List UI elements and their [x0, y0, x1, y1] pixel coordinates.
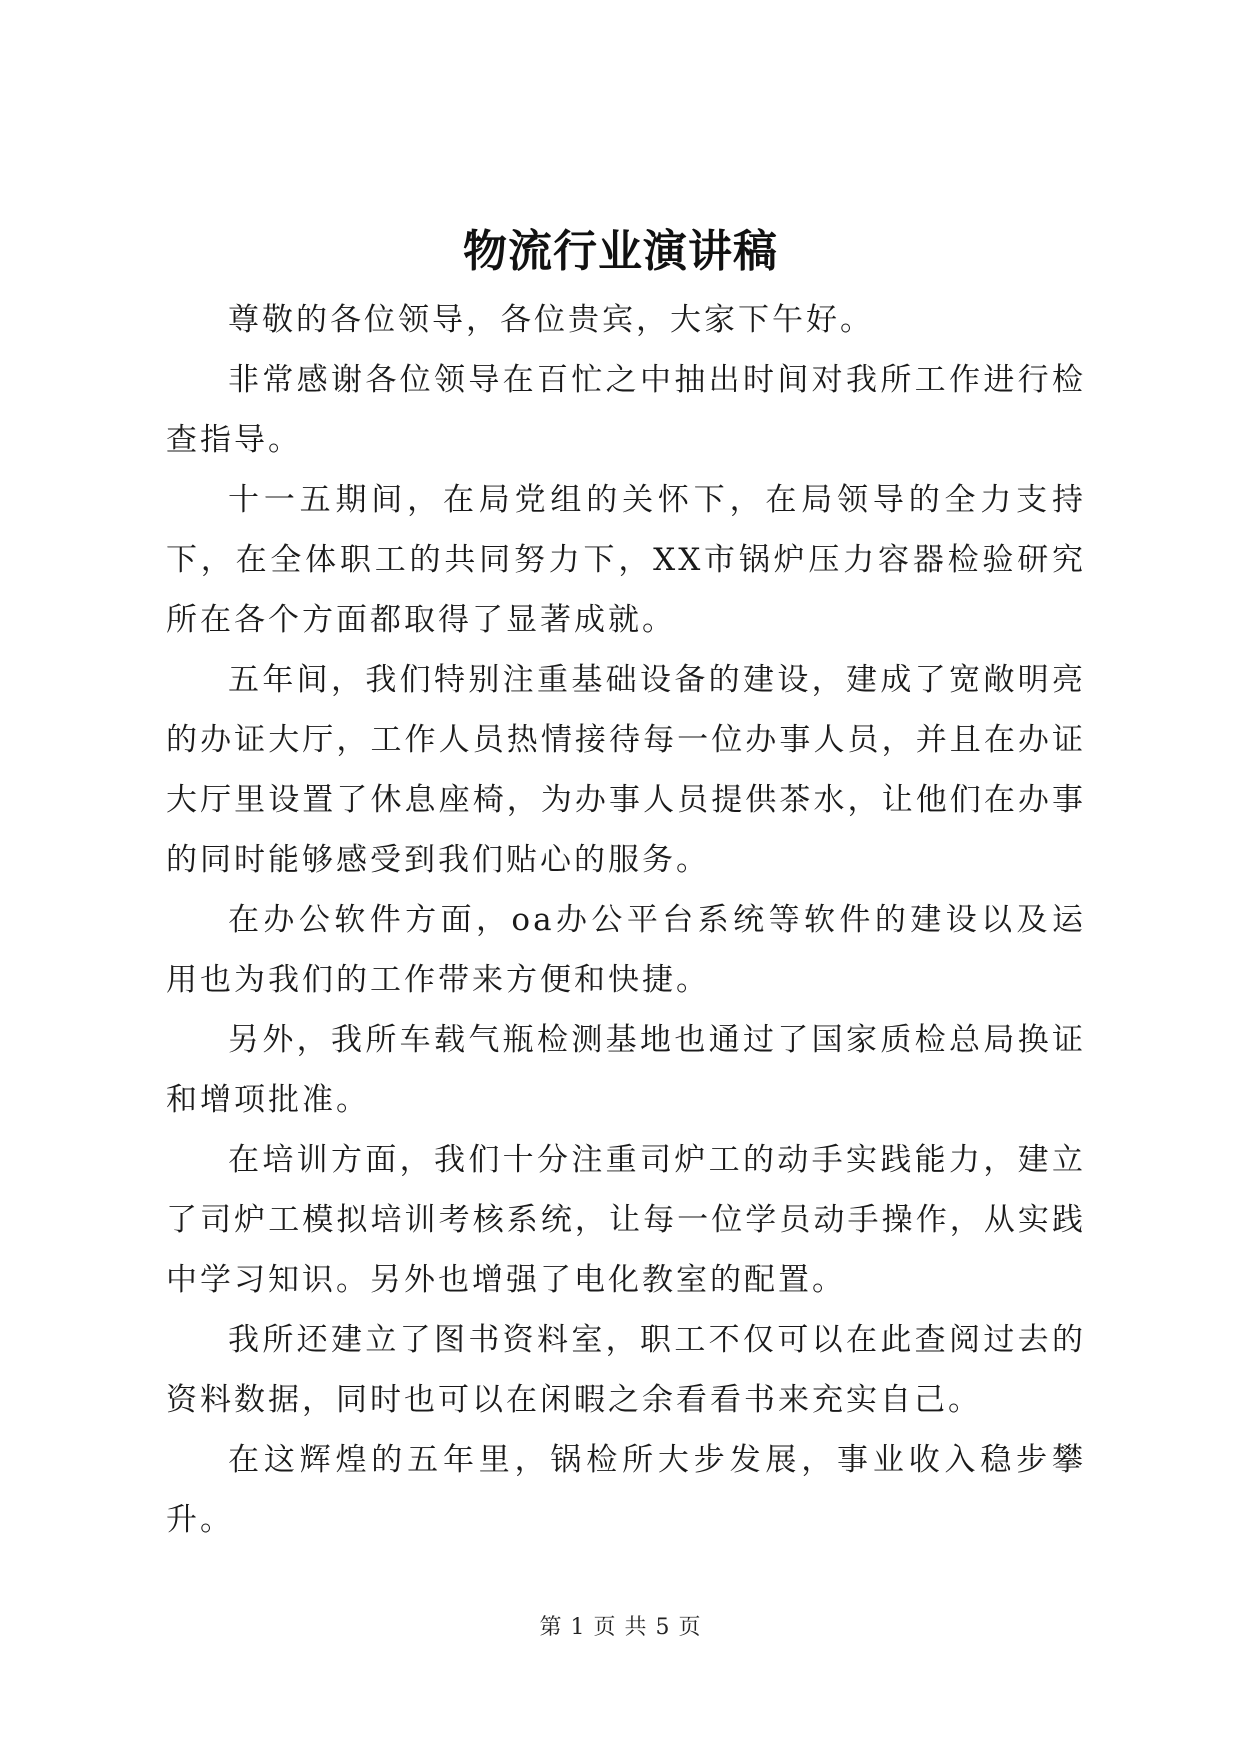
paragraph-summary: 在这辉煌的五年里，锅检所大步发展，事业收入稳步攀升。: [166, 1442, 1086, 1538]
paragraph-library: 我所还建立了图书资料室，职工不仅可以在此查阅过去的资料数据，同时也可以在闲暇之余看看书来充实自己。: [166, 1322, 1086, 1418]
paragraph-facilities: 五年间，我们特别注重基础设备的建设，建成了宽敞明亮的办证大厅，工作人员热情接待每一位办事人员，并且在办证大厅里设置了休息座椅，为办事人员提供茶水，让他们在办事的同时能够感受到我们贴心的服务。: [166, 662, 1086, 878]
paragraph-office-software: 在办公软件方面，oa办公平台系统等软件的建设以及运用也为我们的工作带来方便和快捷。: [166, 902, 1086, 998]
paragraph-training: 在培训方面，我们十分注重司炉工的动手实践能力，建立了司炉工模拟培训考核系统，让每一位学员动手操作，从实践中学习知识。另外也增强了电化教室的配置。: [166, 1142, 1086, 1298]
paragraph-greeting: 尊敬的各位领导，各位贵宾，大家下午好。: [228, 302, 874, 338]
page-number-footer: 第 1 页 共 5 页: [539, 1615, 702, 1640]
paragraph-achievements: 十一五期间，在局党组的关怀下，在局领导的全力支持下，在全体职工的共同努力下，XX市锅炉压力容器检验研究所在各个方面都取得了显著成就。: [166, 482, 1086, 638]
document-title: 物流行业演讲稿: [463, 226, 778, 277]
document-body: [166, 290, 1086, 1550]
paragraph-thanks: 非常感谢各位领导在百忙之中抽出时间对我所工作进行检查指导。: [166, 362, 1086, 458]
paragraph-gas-cylinder-base: 另外，我所车载气瓶检测基地也通过了国家质检总局换证和增项批准。: [166, 1022, 1086, 1118]
